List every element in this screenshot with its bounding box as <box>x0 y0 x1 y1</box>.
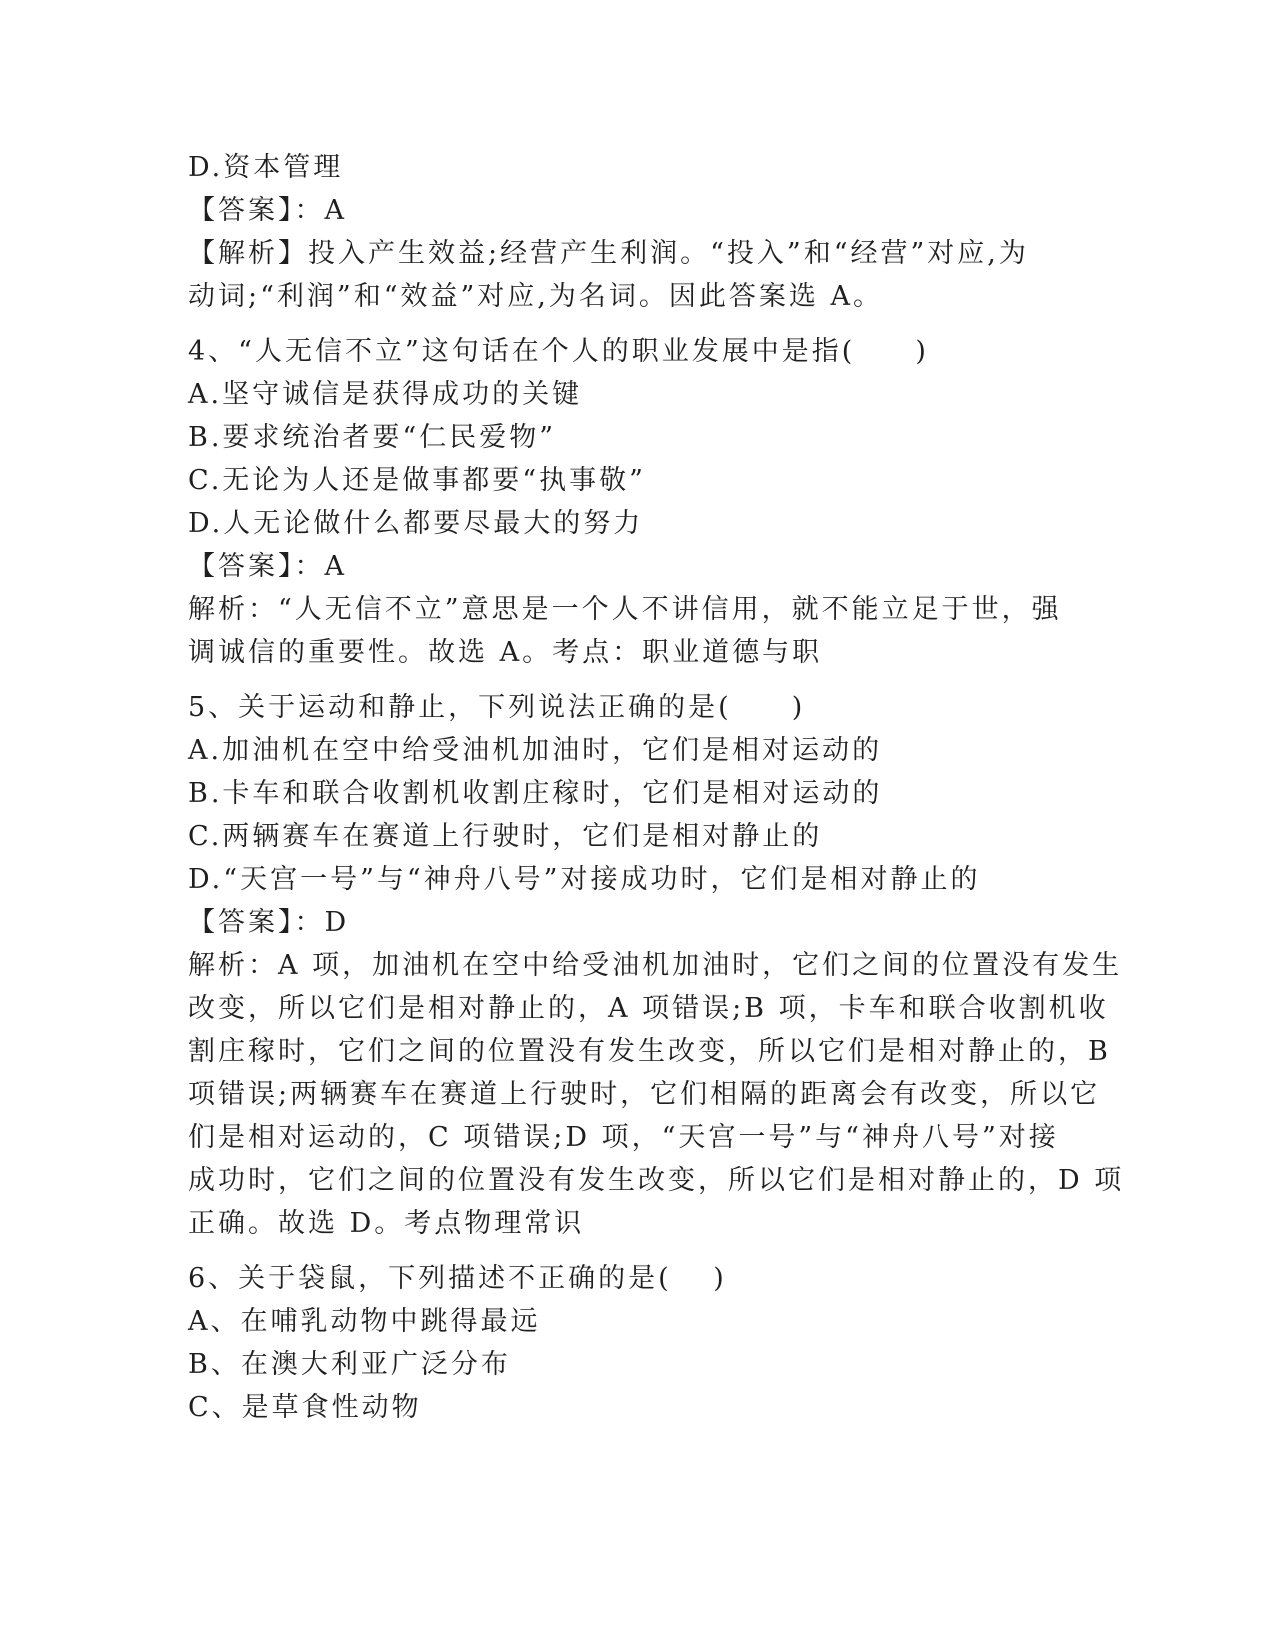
question-4: 4、“人无信不立”这句话在个人的职业发展中是指( ) <box>188 336 929 367</box>
option-a: A.坚守诚信是获得成功的关键 <box>188 379 583 410</box>
analysis-line: 们是相对运动的，C 项错误;D 项，“天宫一号”与“神舟八号”对接 <box>188 1122 1059 1153</box>
analysis-line: 调诚信的重要性。故选 A。考点：职业道德与职 <box>188 637 823 668</box>
analysis-line: 割庄稼时，它们之间的位置没有发生改变，所以它们是相对静止的，B <box>188 1036 1111 1067</box>
option-b: B、在澳大利亚广泛分布 <box>188 1349 511 1380</box>
question-5: 5、关于运动和静止，下列说法正确的是( ) <box>188 692 806 723</box>
option-c: C、是草食性动物 <box>188 1392 422 1423</box>
option-c: C.两辆赛车在赛道上行驶时，它们是相对静止的 <box>188 821 823 852</box>
option-d: D.人无论做什么都要尽最大的努力 <box>188 508 644 539</box>
option-d: D.“天宫一号”与“神舟八号”对接成功时，它们是相对静止的 <box>188 864 981 895</box>
option-a: A、在哺乳动物中跳得最远 <box>188 1306 541 1337</box>
answer: 【答案】：A <box>188 195 347 226</box>
analysis-line: 解析：A 项，加油机在空中给受油机加油时，它们之间的位置没有发生 <box>188 950 1123 981</box>
option-b: B.卡车和联合收割机收割庄稼时，它们是相对运动的 <box>188 778 883 809</box>
option-d: D.资本管理 <box>188 152 344 183</box>
analysis-line: 成功时，它们之间的位置没有发生改变，所以它们是相对静止的，D 项 <box>188 1165 1125 1196</box>
option-c: C.无论为人还是做事都要“执事敬” <box>188 465 646 496</box>
analysis-line: 动词;“利润”和“效益”对应,为名词。因此答案选 A。 <box>188 281 883 312</box>
analysis-line: 【解析】投入产生效益;经营产生利润。“投入”和“经营”对应,为 <box>188 238 1029 269</box>
question-6: 6、关于袋鼠，下列描述不正确的是( ) <box>188 1263 727 1294</box>
analysis-line: 正确。故选 D。考点物理常识 <box>188 1208 585 1239</box>
option-b: B.要求统治者要“仁民爱物” <box>188 422 557 453</box>
analysis-line: 改变，所以它们是相对静止的，A 项错误;B 项，卡车和联合收割机收 <box>188 993 1109 1024</box>
analysis-line: 项错误;两辆赛车在赛道上行驶时，它们相隔的距离会有改变，所以它 <box>188 1079 1101 1110</box>
analysis-line: 解析：“人无信不立”意思是一个人不讲信用，就不能立足于世，强 <box>188 594 1062 625</box>
answer: 【答案】：A <box>188 551 347 582</box>
option-a: A.加油机在空中给受油机加油时，它们是相对运动的 <box>188 735 883 766</box>
document-page <box>188 146 1125 1429</box>
answer: 【答案】：D <box>188 907 350 938</box>
